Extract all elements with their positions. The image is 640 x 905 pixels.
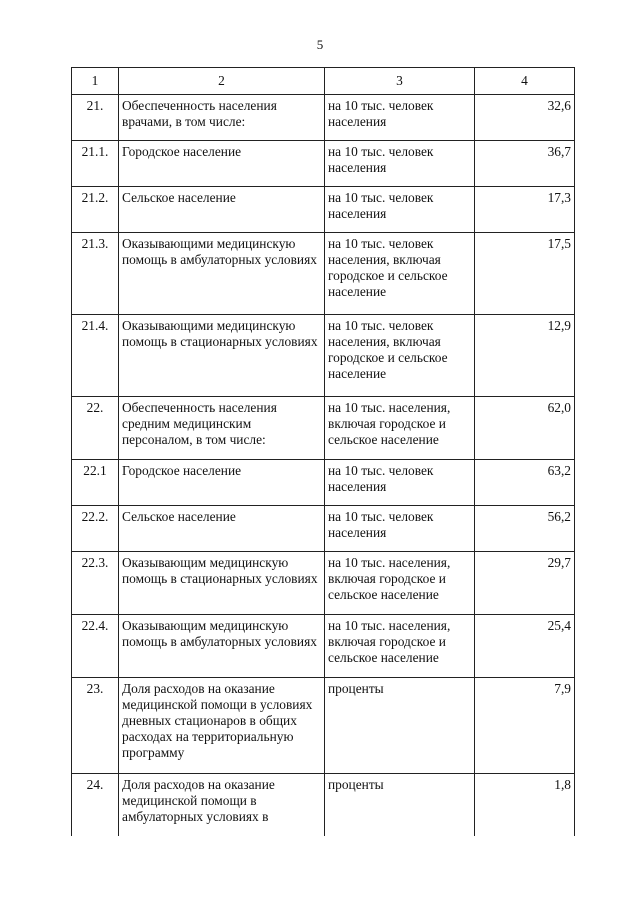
row-number: 21.4. [72, 315, 119, 397]
row-number: 21.3. [72, 233, 119, 315]
row-number: 21. [72, 95, 119, 141]
column-header: 4 [475, 68, 575, 95]
indicator-name: Городское население [119, 460, 325, 506]
unit-of-measure: на 10 тыс. населения, включая городское и сельское население [325, 552, 475, 615]
indicator-value: 12,9 [475, 315, 575, 397]
row-number: 21.2. [72, 187, 119, 233]
indicator-name: Сельское население [119, 187, 325, 233]
table-header-row [72, 68, 575, 95]
indicator-value: 7,9 [475, 678, 575, 774]
unit-of-measure: на 10 тыс. человек населения [325, 187, 475, 233]
table-row [72, 95, 575, 141]
row-number: 22.1 [72, 460, 119, 506]
row-number: 22.2. [72, 506, 119, 552]
unit-of-measure: на 10 тыс. человек населения, включая городское и сельское население [325, 233, 475, 315]
column-header: 3 [325, 68, 475, 95]
indicator-value: 1,8 [475, 774, 575, 836]
unit-of-measure: проценты [325, 678, 475, 774]
table-row [72, 187, 575, 233]
indicator-value: 63,2 [475, 460, 575, 506]
table-row [72, 506, 575, 552]
unit-of-measure: на 10 тыс. человек населения [325, 506, 475, 552]
unit-of-measure: на 10 тыс. человек населения [325, 95, 475, 141]
indicator-name: Доля расходов на оказание медицинской помощи в условиях дневных стационаров в общих расходах на территориальную программу [119, 678, 325, 774]
table-row [72, 233, 575, 315]
indicator-value: 56,2 [475, 506, 575, 552]
row-number: 22.3. [72, 552, 119, 615]
row-number: 24. [72, 774, 119, 836]
table-row [72, 552, 575, 615]
unit-of-measure: на 10 тыс. человек населения [325, 460, 475, 506]
row-number: 22. [72, 397, 119, 460]
indicator-value: 32,6 [475, 95, 575, 141]
indicator-value: 17,3 [475, 187, 575, 233]
table-row [72, 460, 575, 506]
page-number: 5 [316, 37, 324, 52]
indicator-value: 36,7 [475, 141, 575, 187]
table-row [72, 141, 575, 187]
table-row [72, 315, 575, 397]
indicator-name: Обеспеченность населения врачами, в том числе: [119, 95, 325, 141]
indicator-name: Обеспеченность населения средним медицинским персоналом, в том числе: [119, 397, 325, 460]
indicator-name: Оказывающим медицинскую помощь в амбулаторных условиях [119, 615, 325, 678]
indicator-value: 29,7 [475, 552, 575, 615]
unit-of-measure: на 10 тыс. человек населения [325, 141, 475, 187]
indicators-table [71, 67, 575, 836]
indicator-value: 17,5 [475, 233, 575, 315]
indicator-value: 62,0 [475, 397, 575, 460]
unit-of-measure: проценты [325, 774, 475, 836]
table-row [72, 678, 575, 774]
unit-of-measure: на 10 тыс. человек населения, включая городское и сельское население [325, 315, 475, 397]
row-number: 21.1. [72, 141, 119, 187]
indicator-name: Доля расходов на оказание медицинской помощи в амбулаторных условиях в [119, 774, 325, 836]
table-row [72, 397, 575, 460]
row-number: 22.4. [72, 615, 119, 678]
indicator-name: Оказывающим медицинскую помощь в стационарных условиях [119, 552, 325, 615]
indicator-name: Оказывающими медицинскую помощь в стационарных условиях [119, 315, 325, 397]
indicator-name: Сельское население [119, 506, 325, 552]
column-header: 2 [119, 68, 325, 95]
table-row [72, 774, 575, 836]
row-number: 23. [72, 678, 119, 774]
table-row [72, 615, 575, 678]
unit-of-measure: на 10 тыс. населения, включая городское и сельское население [325, 397, 475, 460]
column-header: 1 [72, 68, 119, 95]
indicator-value: 25,4 [475, 615, 575, 678]
unit-of-measure: на 10 тыс. населения, включая городское и сельское население [325, 615, 475, 678]
indicator-name: Городское население [119, 141, 325, 187]
indicator-name: Оказывающими медицинскую помощь в амбулаторных условиях [119, 233, 325, 315]
